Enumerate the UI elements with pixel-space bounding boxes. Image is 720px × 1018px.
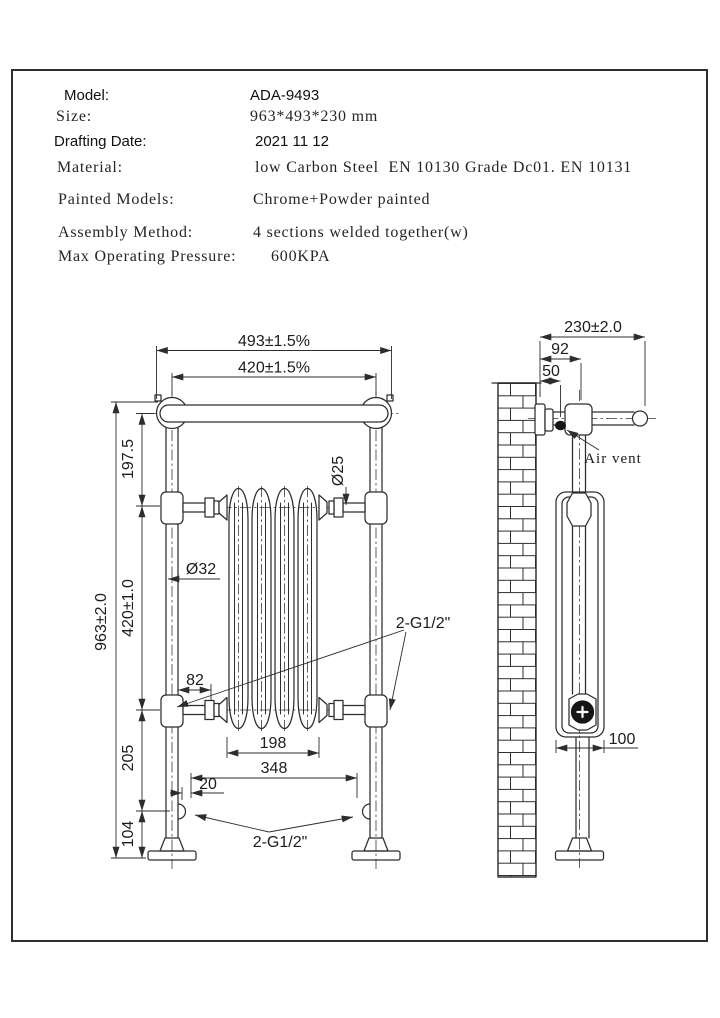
spec-value: Chrome+Powder painted — [253, 191, 431, 208]
dim-text: 205 — [120, 744, 137, 772]
front-geometry — [148, 395, 400, 860]
dim-text: 420±1.0 — [120, 579, 137, 637]
dim-centers-width — [172, 360, 376, 396]
dim-text: 82 — [186, 672, 204, 689]
dim-text: 230±2.0 — [564, 319, 622, 336]
dim-text: 963±2.0 — [93, 593, 110, 651]
dim-section-depth — [556, 731, 638, 753]
spec-value: 600KPA — [271, 248, 331, 265]
hub — [161, 492, 183, 524]
air-vent-label: Air vent — [584, 451, 642, 467]
front-centerlines — [148, 391, 400, 869]
tee-junction — [565, 404, 592, 435]
hub — [365, 695, 387, 727]
label-bottom-connections — [195, 815, 353, 851]
dim-text: 20 — [199, 776, 217, 793]
hub — [161, 695, 183, 727]
dim-text: 348 — [260, 760, 288, 777]
spec-label: Drafting Date: — [54, 133, 147, 150]
wall-plug-tab — [155, 395, 161, 401]
dim-text: 92 — [551, 341, 569, 358]
dim-radiator-width — [227, 735, 319, 758]
dim-post-diameter — [168, 561, 220, 579]
dim-text: 197.5 — [120, 438, 137, 480]
side-view — [492, 319, 656, 877]
dim-hub-offset — [178, 672, 211, 700]
label-mid-connections — [177, 615, 450, 710]
dim-text: 420±1.5% — [238, 359, 310, 377]
dim-text: 2-G1/2" — [252, 834, 308, 851]
spec-label: Material: — [57, 159, 123, 176]
spec-value: 963*493*230 mm — [250, 108, 379, 125]
dim-text: 2-G1/2" — [395, 615, 451, 632]
spec-value: 2021 11 12 — [255, 133, 329, 150]
dim-top-drop — [120, 414, 160, 507]
dim-text: 104 — [120, 820, 137, 848]
dim-text: Ø25 — [330, 455, 347, 487]
hub — [365, 492, 387, 524]
spec-label: Max Operating Pressure: — [58, 248, 237, 265]
dim-text: 50 — [542, 363, 560, 380]
dim-foot-height — [120, 811, 142, 858]
spec-value: low Carbon Steel EN 10130 Grade Dc01. EN 10131 — [255, 159, 633, 176]
spec-label: Painted Models: — [58, 191, 175, 208]
union-nut — [334, 701, 343, 720]
front-view — [93, 333, 450, 869]
post-collar — [567, 493, 591, 526]
dim-text: 198 — [259, 735, 287, 752]
spec-value: ADA-9493 — [250, 87, 320, 104]
union-nut — [334, 498, 343, 517]
spec-label: Assembly Method: — [58, 224, 194, 241]
air-vent-dot — [556, 421, 566, 430]
union-nut — [205, 498, 214, 517]
dim-text: 493±1.5% — [238, 333, 310, 350]
spec-label: Size: — [56, 108, 92, 125]
union-nut — [205, 701, 214, 720]
radiator-sections — [229, 489, 317, 729]
inlet-port — [178, 804, 186, 819]
dim-text: Ø32 — [185, 561, 217, 578]
dim-mid-span — [120, 506, 160, 710]
wall-plug-tab — [387, 395, 393, 401]
spec-label: Model: — [64, 87, 110, 104]
towel-bar — [160, 405, 388, 422]
dim-text: 100 — [608, 731, 636, 748]
brick-wall — [498, 383, 536, 877]
spec-value: 4 sections welded together(w) — [253, 224, 469, 241]
inlet-port — [363, 804, 370, 819]
wall-flange-side — [535, 404, 545, 435]
bar-end-cap — [633, 411, 648, 426]
